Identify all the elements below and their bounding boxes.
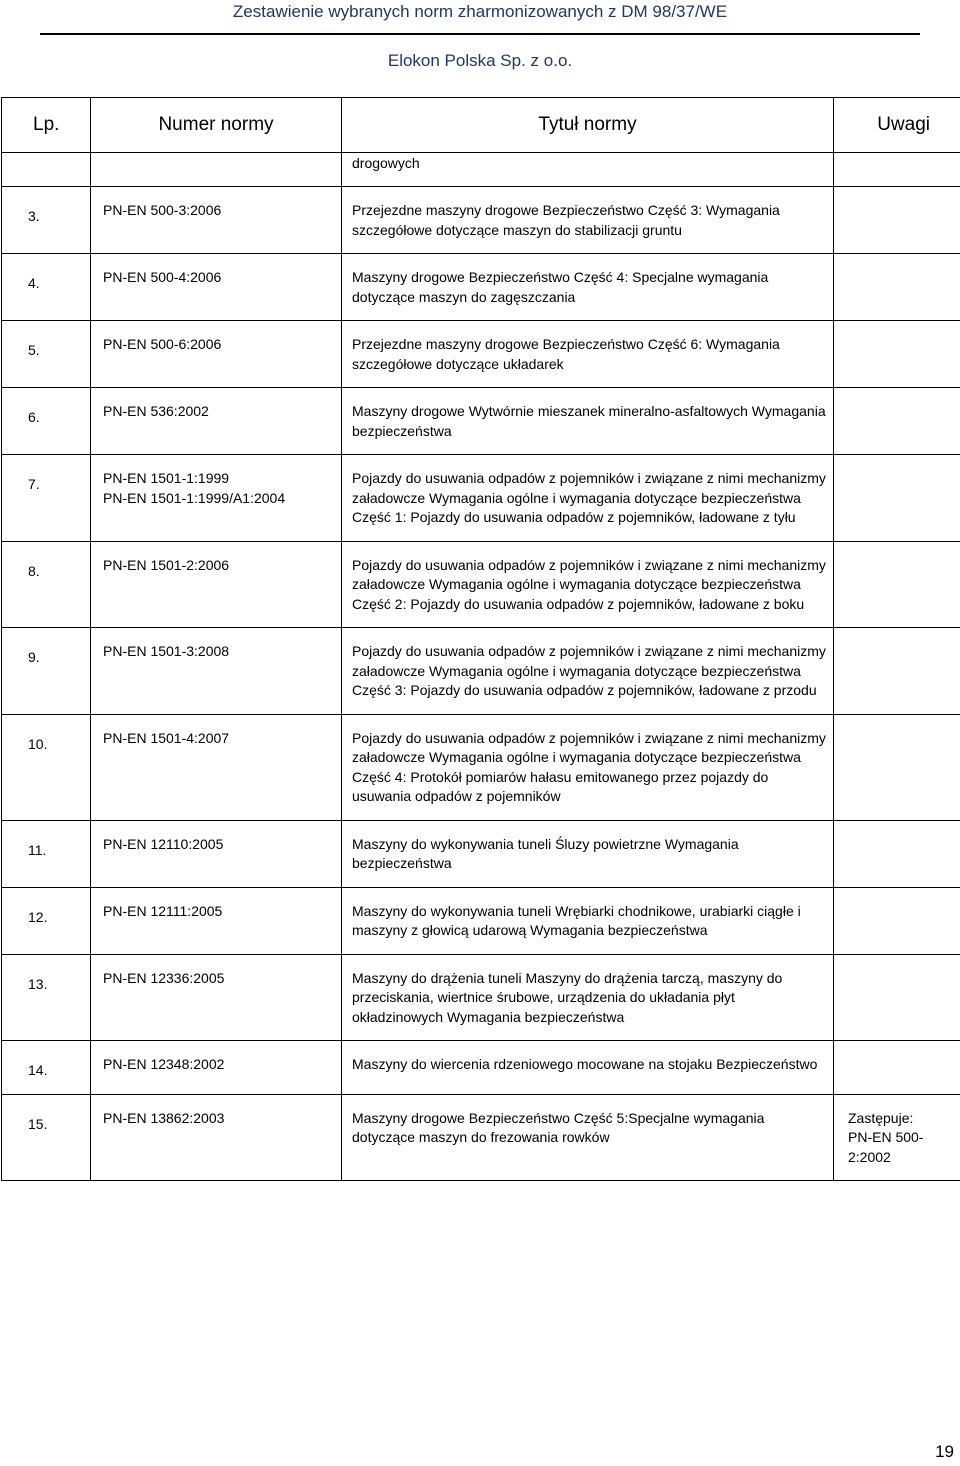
table-row	[2, 187, 960, 254]
table-row	[2, 628, 960, 715]
cell-lp: 10.	[2, 714, 91, 820]
table-row	[2, 1094, 960, 1181]
cell-notes	[834, 153, 960, 187]
cell-lp: 8.	[2, 541, 91, 628]
cell-lp: 4.	[2, 254, 91, 321]
cell-lp	[2, 153, 91, 187]
cell-title: Maszyny drogowe Bezpieczeństwo Część 5:Specjalne wymagania dotyczące maszyn do frezowania rowków	[342, 1094, 834, 1181]
cell-notes	[834, 820, 960, 887]
cell-title: Przejezdne maszyny drogowe Bezpieczeństwo Część 3: Wymagania szczegółowe dotyczące maszyn do stabilizacji gruntu	[342, 187, 834, 254]
cell-lp: 5.	[2, 321, 91, 388]
cell-title: Maszyny drogowe Wytwórnie mieszanek mineralno-asfaltowych Wymagania bezpieczeństwa	[342, 388, 834, 455]
cell-title: Pojazdy do usuwania odpadów z pojemników i związane z nimi mechanizmy załadowcze Wymagania ogólne i wymagania dotyczące bezpieczeństwa Część 4: Protokół pomiarów hałasu emitowanego przez pojazdy do usuwania odpadów z pojemników	[342, 714, 834, 820]
cell-number: PN-EN 536:2002	[91, 388, 342, 455]
column-header-title: Tytuł normy	[342, 98, 834, 153]
cell-title: drogowych	[342, 153, 834, 187]
cell-notes	[834, 714, 960, 820]
cell-lp: 14.	[2, 1041, 91, 1095]
cell-lp: 12.	[2, 887, 91, 954]
table-row	[2, 820, 960, 887]
table-row	[2, 714, 960, 820]
cell-notes	[834, 388, 960, 455]
cell-notes: Zastępuje: PN-EN 500- 2:2002	[834, 1094, 960, 1181]
cell-title: Maszyny do wykonywania tuneli Śluzy powietrzne Wymagania bezpieczeństwa	[342, 820, 834, 887]
cell-number: PN-EN 12111:2005	[91, 887, 342, 954]
cell-title: Maszyny do wiercenia rdzeniowego mocowane na stojaku Bezpieczeństwo	[342, 1041, 834, 1095]
cell-title: Pojazdy do usuwania odpadów z pojemników i związane z nimi mechanizmy załadowcze Wymagania ogólne i wymagania dotyczące bezpieczeństwa Część 1: Pojazdy do usuwania odpadów z pojemników, ładowane z tyłu	[342, 455, 834, 542]
table-row	[2, 954, 960, 1041]
cell-number: PN-EN 13862:2003	[91, 1094, 342, 1181]
cell-number: PN-EN 12110:2005	[91, 820, 342, 887]
cell-notes	[834, 887, 960, 954]
cell-notes	[834, 628, 960, 715]
table-row	[2, 321, 960, 388]
cell-notes	[834, 541, 960, 628]
cell-number: PN-EN 12348:2002	[91, 1041, 342, 1095]
column-header-number: Numer normy	[91, 98, 342, 153]
column-header-notes: Uwagi	[834, 98, 960, 153]
cell-notes	[834, 455, 960, 542]
cell-lp: 11.	[2, 820, 91, 887]
cell-title: Pojazdy do usuwania odpadów z pojemników i związane z nimi mechanizmy załadowcze Wymagania ogólne i wymagania dotyczące bezpieczeństwa Część 2: Pojazdy do usuwania odpadów z pojemników, ładowane z boku	[342, 541, 834, 628]
cell-notes	[834, 321, 960, 388]
cell-number: PN-EN 1501-4:2007	[91, 714, 342, 820]
company-name: Elokon Polska Sp. z o.o.	[387, 51, 573, 70]
cell-title: Przejezdne maszyny drogowe Bezpieczeństwo Część 6: Wymagania szczegółowe dotyczące układarek	[342, 321, 834, 388]
column-header-lp: Lp.	[2, 98, 91, 153]
cell-title: Maszyny drogowe Bezpieczeństwo Część 4: Specjalne wymagania dotyczące maszyn do zagęszczania	[342, 254, 834, 321]
cell-lp: 3.	[2, 187, 91, 254]
cell-number: PN-EN 1501-3:2008	[91, 628, 342, 715]
cell-lp: 6.	[2, 388, 91, 455]
table-row	[2, 388, 960, 455]
cell-number: PN-EN 1501-2:2006	[91, 541, 342, 628]
table-row	[2, 541, 960, 628]
table-row	[2, 1041, 960, 1095]
cell-number: PN-EN 1501-1:1999 PN-EN 1501-1:1999/A1:2004	[91, 455, 342, 542]
cell-number: PN-EN 500-6:2006	[91, 321, 342, 388]
header-divider	[40, 33, 920, 35]
cell-number: PN-EN 500-3:2006	[91, 187, 342, 254]
cell-lp: 7.	[2, 455, 91, 542]
table-row	[2, 254, 960, 321]
standards-table	[1, 97, 960, 1181]
cell-number: PN-EN 500-4:2006	[91, 254, 342, 321]
table-header-row	[2, 98, 960, 153]
cell-lp: 15.	[2, 1094, 91, 1181]
cell-title: Maszyny do drążenia tuneli Maszyny do drążenia tarczą, maszyny do przeciskania, wiertnice śrubowe, urządzenia do układania płyt okładzinowych Wymagania bezpieczeństwa	[342, 954, 834, 1041]
cell-title: Pojazdy do usuwania odpadów z pojemników i związane z nimi mechanizmy załadowcze Wymagania ogólne i wymagania dotyczące bezpieczeństwa Część 3: Pojazdy do usuwania odpadów z pojemników, ładowane z przodu	[342, 628, 834, 715]
cell-lp: 13.	[2, 954, 91, 1041]
table-row	[2, 887, 960, 954]
cell-notes	[834, 254, 960, 321]
cell-notes	[834, 954, 960, 1041]
cell-notes	[834, 187, 960, 254]
cell-lp: 9.	[2, 628, 91, 715]
table-row-continued	[2, 153, 960, 187]
cell-number: PN-EN 12336:2005	[91, 954, 342, 1041]
cell-notes	[834, 1041, 960, 1095]
cell-number	[91, 153, 342, 187]
cell-title: Maszyny do wykonywania tuneli Wrębiarki chodnikowe, urabiarki ciągłe i maszyny z głowicą udarową Wymagania bezpieczeństwa	[342, 887, 834, 954]
document-header-title: Zestawienie wybranych norm zharmonizowanych z DM 98/37/WE	[232, 2, 728, 21]
page-number: 19	[935, 1442, 954, 1461]
table-row	[2, 455, 960, 542]
